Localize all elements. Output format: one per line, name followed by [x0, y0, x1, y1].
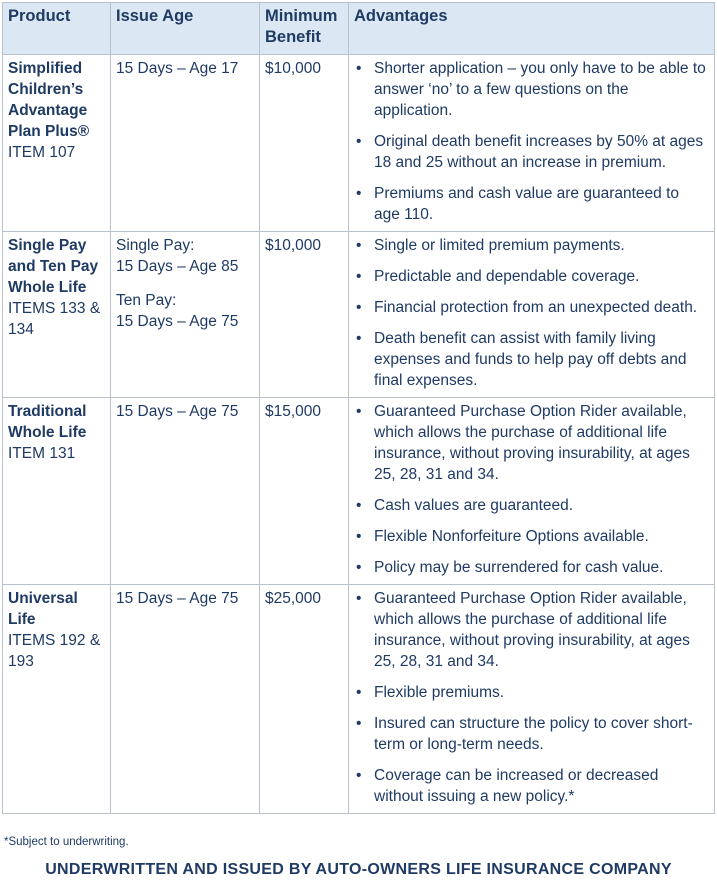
advantages-list: [354, 588, 709, 807]
minimum-benefit-cell: $15,000: [260, 398, 349, 585]
bullet-icon: •: [356, 60, 362, 77]
bullet-icon: •: [356, 330, 362, 347]
issue-age-text: Single Pay:: [116, 237, 195, 254]
product-name: Universal Life: [8, 590, 78, 628]
advantage-item: [354, 266, 709, 287]
advantage-text: Policy may be surrendered for cash value.: [374, 559, 664, 576]
product-item-number: ITEM 107: [8, 144, 76, 161]
advantage-text: Shorter application – you only have to be able to answer ‘no’ to a few questions on the application.: [374, 60, 706, 119]
advantage-text: Coverage can be increased or decreased without issuing a new policy.*: [374, 767, 659, 805]
advantage-text: Insured can structure the policy to cover short-term or long-term needs.: [374, 715, 693, 753]
underwriter-footer: UNDERWRITTEN AND ISSUED BY AUTO-OWNERS LIFE INSURANCE COMPANY: [45, 861, 672, 878]
advantage-text: Flexible premiums.: [374, 684, 505, 701]
header-issue-age: Issue Age: [111, 3, 260, 55]
advantage-item: [354, 495, 709, 516]
issue-age-cell: [111, 585, 260, 814]
advantages-cell: [349, 585, 715, 814]
issue-age-cell: [111, 398, 260, 585]
advantage-item: [354, 131, 709, 173]
advantage-item: [354, 297, 709, 318]
advantages-list: [354, 401, 709, 578]
advantage-text: Guaranteed Purchase Option Rider available, which allows the purchase of additional life insurance, without proving insurability, at ages 25, 28, 31 and 34.: [374, 590, 690, 670]
issue-age-text: 15 Days – Age 17: [116, 60, 239, 77]
bullet-icon: •: [356, 528, 362, 545]
table-header-row: [3, 3, 715, 55]
advantage-text: Guaranteed Purchase Option Rider available, which allows the purchase of additional life insurance, without proving insurability, at ages 25, 28, 31 and 34.: [374, 403, 690, 483]
bullet-icon: •: [356, 185, 362, 202]
advantage-text: Premiums and cash value are guaranteed to age 110.: [374, 185, 680, 223]
table-row: [3, 55, 715, 232]
advantages-list: [354, 235, 709, 391]
advantage-item: [354, 713, 709, 755]
minimum-benefit-cell: $25,000: [260, 585, 349, 814]
advantage-item: [354, 328, 709, 391]
table-row: [3, 398, 715, 585]
issue-age-cell: [111, 55, 260, 232]
advantage-item: [354, 235, 709, 256]
bullet-icon: •: [356, 767, 362, 784]
issue-age-text: 15 Days – Age 75: [116, 590, 239, 607]
advantage-text: Predictable and dependable coverage.: [374, 268, 640, 285]
advantage-text: Cash values are guaranteed.: [374, 497, 574, 514]
advantage-text: Original death benefit increases by 50% at ages 18 and 25 without an increase in premium.: [374, 133, 704, 171]
product-cell: [3, 232, 111, 398]
advantage-item: [354, 765, 709, 807]
product-item-number: ITEM 131: [8, 445, 76, 462]
advantages-cell: [349, 398, 715, 585]
advantages-cell: [349, 55, 715, 232]
table-row: [3, 585, 715, 814]
product-name: Single Pay and Ten Pay Whole Life: [8, 237, 99, 296]
advantage-item: [354, 401, 709, 485]
advantage-item: [354, 588, 709, 672]
advantage-item: [354, 526, 709, 547]
bullet-icon: •: [356, 133, 362, 150]
bullet-icon: •: [356, 268, 362, 285]
header-product: Product: [3, 3, 111, 55]
products-table: [2, 2, 715, 814]
advantage-item: [354, 183, 709, 225]
advantages-cell: [349, 232, 715, 398]
issue-age-cell: [111, 232, 260, 398]
table-row: [3, 232, 715, 398]
bullet-icon: •: [356, 403, 362, 420]
issue-age-text: 15 Days – Age 85: [116, 258, 239, 275]
advantage-item: [354, 557, 709, 578]
product-item-number: ITEMS 192 & 193: [8, 632, 101, 670]
issue-age-text: 15 Days – Age 75: [116, 313, 239, 330]
bullet-icon: •: [356, 559, 362, 576]
issue-age-text: Ten Pay:: [116, 292, 177, 309]
footnote: *Subject to underwriting.: [4, 836, 129, 848]
advantages-list: [354, 58, 709, 225]
advantage-text: Single or limited premium payments.: [374, 237, 625, 254]
bullet-icon: •: [356, 684, 362, 701]
issue-age-text: 15 Days – Age 75: [116, 403, 239, 420]
bullet-icon: •: [356, 590, 362, 607]
header-minimum-benefit: Minimum Benefit: [260, 3, 349, 55]
header-advantages: Advantages: [349, 3, 715, 55]
bullet-icon: •: [356, 715, 362, 732]
product-name: Simplified Children’s Advantage Plan Plus®: [8, 60, 90, 140]
advantage-item: [354, 682, 709, 703]
product-cell: [3, 585, 111, 814]
advantage-item: [354, 58, 709, 121]
advantage-text: Death benefit can assist with family living expenses and funds to help pay off debts and final expenses.: [374, 330, 687, 389]
minimum-benefit-cell: $10,000: [260, 232, 349, 398]
advantage-text: Flexible Nonforfeiture Options available.: [374, 528, 649, 545]
product-cell: [3, 398, 111, 585]
product-name: Traditional Whole Life: [8, 403, 87, 441]
product-item-number: ITEMS 133 & 134: [8, 300, 101, 338]
bullet-icon: •: [356, 497, 362, 514]
product-cell: [3, 55, 111, 232]
bullet-icon: •: [356, 237, 362, 254]
advantage-text: Financial protection from an unexpected death.: [374, 299, 698, 316]
minimum-benefit-cell: $10,000: [260, 55, 349, 232]
bullet-icon: •: [356, 299, 362, 316]
